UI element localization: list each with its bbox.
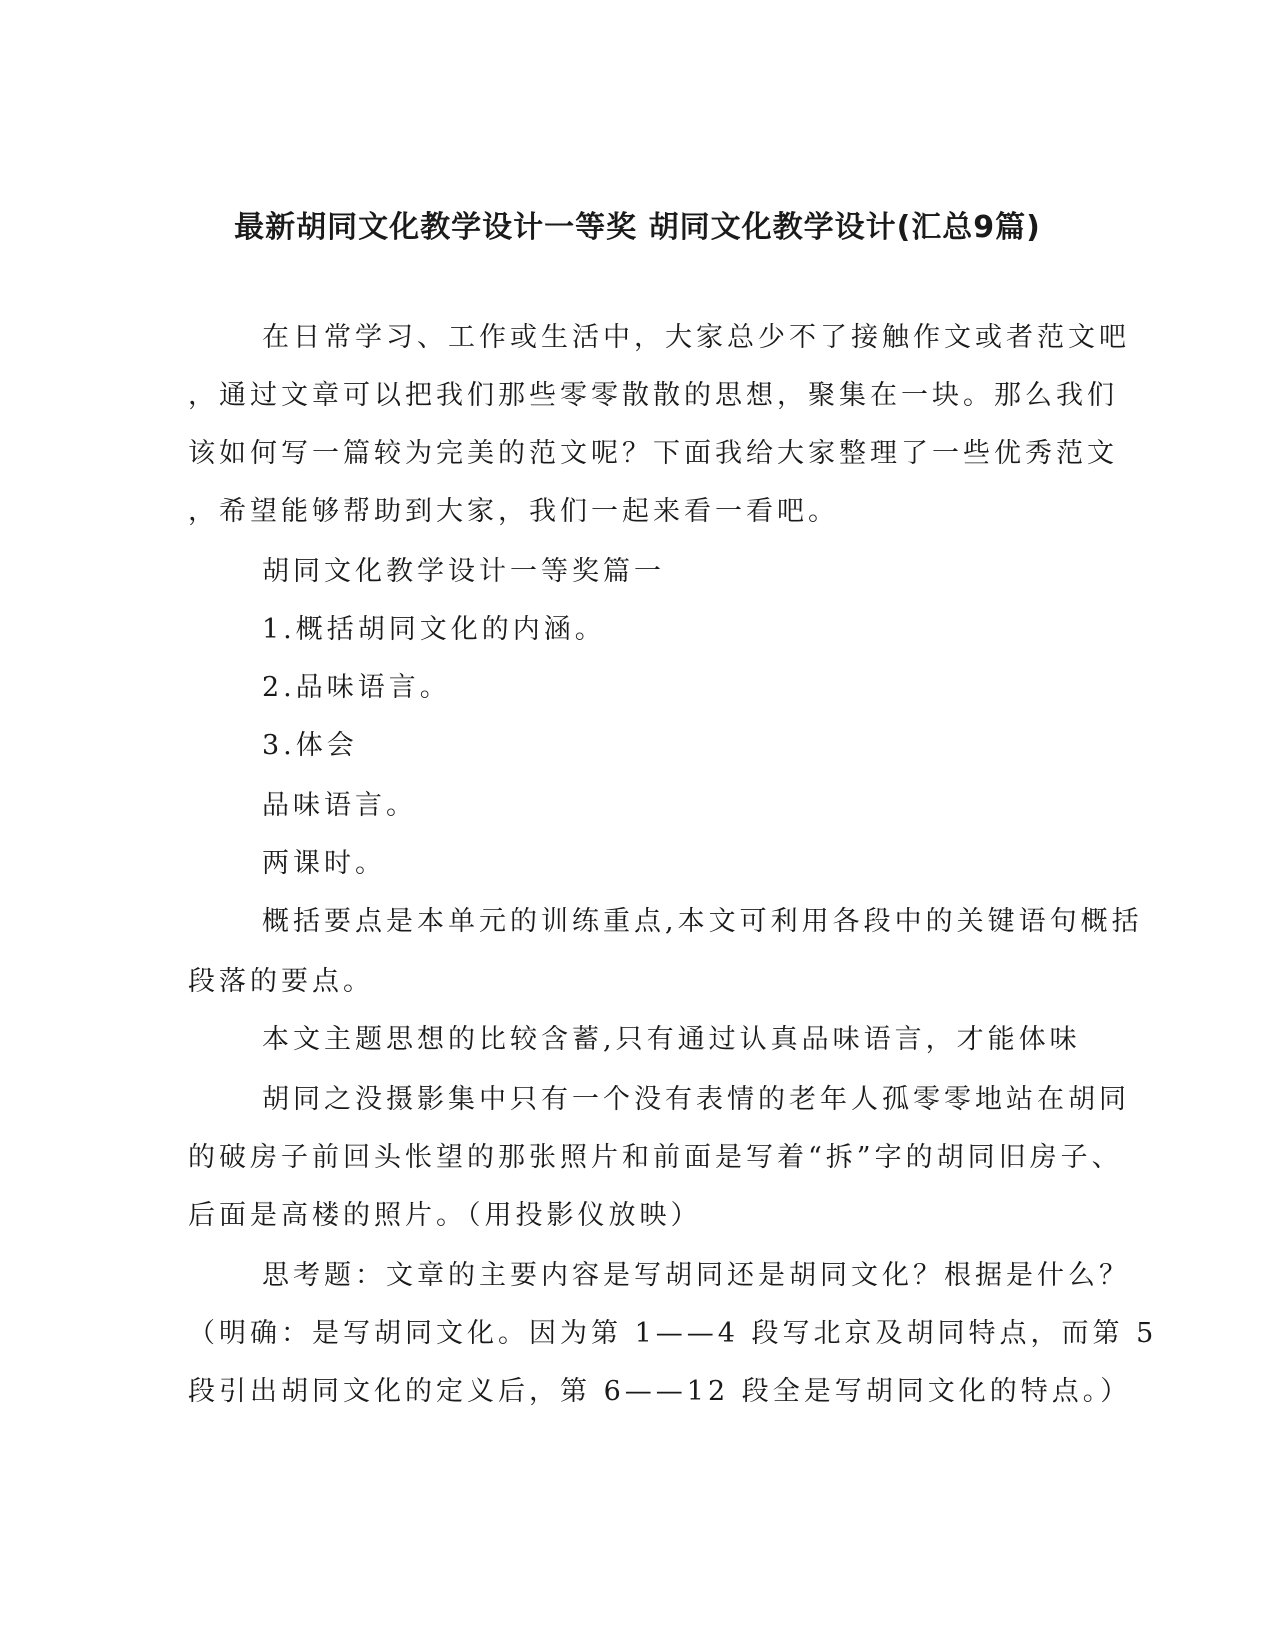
- paragraph-line: 概括要点是本单元的训练重点,本文可利用各段中的关键语句概括: [262, 906, 1143, 937]
- paragraph-line: ，通过文章可以把我们那些零零散散的思想，聚集在一块。那么我们: [188, 380, 1118, 411]
- section-heading: 胡同文化教学设计一等奖篇一: [262, 556, 665, 587]
- paragraph-line: 品味语言。: [262, 790, 417, 821]
- paragraph-line: ，希望能够帮助到大家，我们一起来看一看吧。: [188, 496, 839, 527]
- paragraph-line: 两课时。: [262, 848, 386, 879]
- paragraph-line: 该如何写一篇较为完美的范文呢？下面我给大家整理了一些优秀范文: [188, 438, 1118, 469]
- list-item: 3.体会: [262, 730, 358, 761]
- paragraph-line: 段落的要点。: [188, 966, 374, 997]
- paragraph-line: 胡同之没摄影集中只有一个没有表情的老年人孤零零地站在胡同: [262, 1084, 1130, 1115]
- paragraph-line: 段引出胡同文化的定义后，第 6——12 段全是写胡同文化的特点。）: [188, 1376, 1132, 1407]
- paragraph-line: 后面是高楼的照片。（用投影仪放映）: [188, 1200, 702, 1231]
- document-title: 最新胡同文化教学设计一等奖 胡同文化教学设计(汇总9篇): [234, 210, 1041, 245]
- paragraph-line: （明确：是写胡同文化。因为第 1——4 段写北京及胡同特点，而第 5: [188, 1318, 1158, 1349]
- paragraph-line: 在日常学习、工作或生活中，大家总少不了接触作文或者范文吧: [262, 322, 1130, 353]
- paragraph-line: 思考题：文章的主要内容是写胡同还是胡同文化？根据是什么？: [262, 1260, 1130, 1291]
- paragraph-line: 的破房子前回头怅望的那张照片和前面是写着“拆”字的胡同旧房子、: [188, 1142, 1123, 1173]
- list-item: 2.品味语言。: [262, 672, 451, 703]
- list-item: 1.概括胡同文化的内涵。: [262, 614, 606, 645]
- paragraph-line: 本文主题思想的比较含蓄,只有通过认真品味语言，才能体味: [262, 1024, 1081, 1055]
